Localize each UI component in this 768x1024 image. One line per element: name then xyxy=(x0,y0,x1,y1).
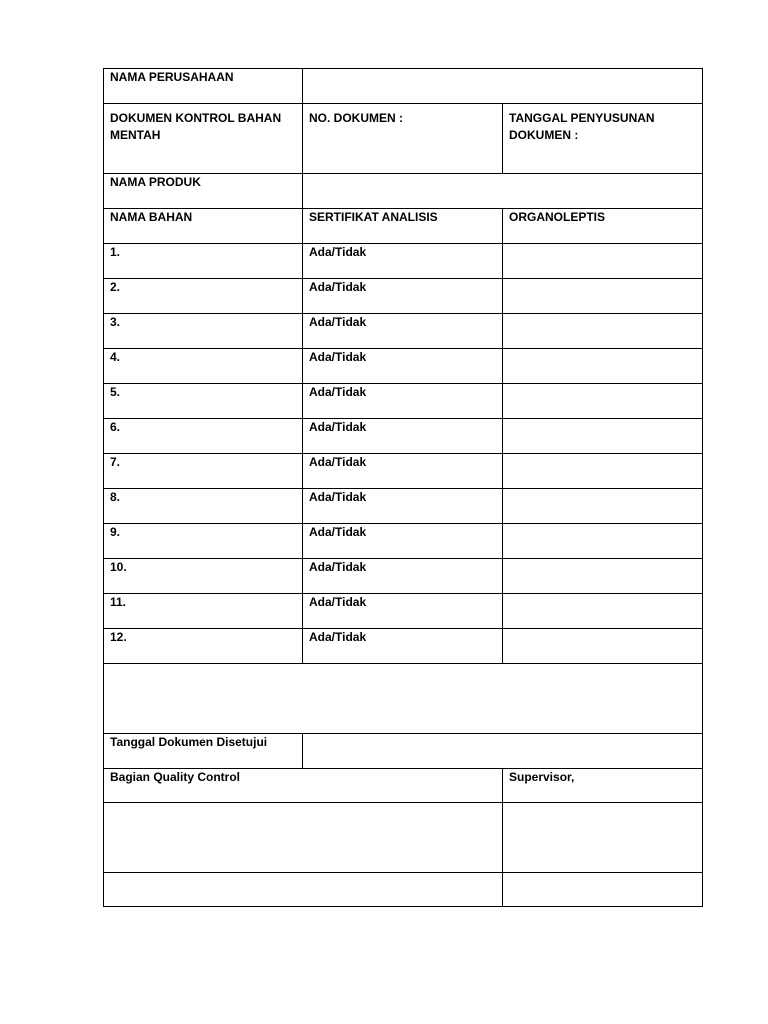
organoleptic-field[interactable] xyxy=(503,454,703,489)
approval-date-field[interactable] xyxy=(303,734,703,769)
product-name-label: NAMA PRODUK xyxy=(104,174,303,209)
material-row-number[interactable]: 11. xyxy=(104,594,303,629)
signatory-header-row xyxy=(104,769,703,803)
material-row-number[interactable]: 6. xyxy=(104,419,303,454)
material-row xyxy=(104,629,703,664)
analysis-certificate-option[interactable]: Ada/Tidak xyxy=(303,419,503,454)
material-row xyxy=(104,559,703,594)
material-row-number[interactable]: 1. xyxy=(104,244,303,279)
material-row xyxy=(104,489,703,524)
company-name-field[interactable] xyxy=(303,69,703,104)
analysis-certificate-option[interactable]: Ada/Tidak xyxy=(303,629,503,664)
material-row-number[interactable]: 2. xyxy=(104,279,303,314)
analysis-certificate-option[interactable]: Ada/Tidak xyxy=(303,384,503,419)
analysis-certificate-option[interactable]: Ada/Tidak xyxy=(303,559,503,594)
material-row-number[interactable]: 12. xyxy=(104,629,303,664)
signature-row xyxy=(104,803,703,873)
organoleptic-field[interactable] xyxy=(503,349,703,384)
material-row xyxy=(104,349,703,384)
organoleptic-field[interactable] xyxy=(503,314,703,349)
supervisor-name-field[interactable] xyxy=(503,873,703,907)
material-row xyxy=(104,594,703,629)
quality-control-label: Bagian Quality Control xyxy=(104,769,503,803)
header-analysis-certificate: SERTIFIKAT ANALISIS xyxy=(303,209,503,244)
document-number-field[interactable]: NO. DOKUMEN : xyxy=(303,104,503,174)
document-control-label: DOKUMEN KONTROL BAHAN MENTAH xyxy=(104,104,303,174)
analysis-certificate-option[interactable]: Ada/Tidak xyxy=(303,454,503,489)
compilation-date-field[interactable]: TANGGAL PENYUSUNAN DOKUMEN : xyxy=(503,104,703,174)
supervisor-label: Supervisor, xyxy=(503,769,703,803)
organoleptic-field[interactable] xyxy=(503,384,703,419)
approval-date-label: Tanggal Dokumen Disetujui xyxy=(104,734,303,769)
organoleptic-field[interactable] xyxy=(503,279,703,314)
material-row-number[interactable]: 5. xyxy=(104,384,303,419)
quality-control-signature-field[interactable] xyxy=(104,803,503,873)
material-row-number[interactable]: 10. xyxy=(104,559,303,594)
organoleptic-field[interactable] xyxy=(503,489,703,524)
product-name-field[interactable] xyxy=(303,174,703,209)
analysis-certificate-option[interactable]: Ada/Tidak xyxy=(303,524,503,559)
organoleptic-field[interactable] xyxy=(503,244,703,279)
raw-material-control-form xyxy=(103,68,703,907)
document-info-row xyxy=(104,104,703,174)
organoleptic-field[interactable] xyxy=(503,559,703,594)
material-row xyxy=(104,454,703,489)
notes-row xyxy=(104,664,703,734)
organoleptic-field[interactable] xyxy=(503,419,703,454)
material-row xyxy=(104,244,703,279)
analysis-certificate-option[interactable]: Ada/Tidak xyxy=(303,489,503,524)
organoleptic-field[interactable] xyxy=(503,629,703,664)
material-rows xyxy=(104,244,703,664)
column-header-row xyxy=(104,209,703,244)
company-name-row xyxy=(104,69,703,104)
organoleptic-field[interactable] xyxy=(503,594,703,629)
product-name-row xyxy=(104,174,703,209)
analysis-certificate-option[interactable]: Ada/Tidak xyxy=(303,349,503,384)
material-row-number[interactable]: 8. xyxy=(104,489,303,524)
analysis-certificate-option[interactable]: Ada/Tidak xyxy=(303,594,503,629)
material-row-number[interactable]: 3. xyxy=(104,314,303,349)
analysis-certificate-option[interactable]: Ada/Tidak xyxy=(303,244,503,279)
material-row xyxy=(104,419,703,454)
approval-date-row xyxy=(104,734,703,769)
company-name-label: NAMA PERUSAHAAN xyxy=(104,69,303,104)
material-row xyxy=(104,384,703,419)
signatory-name-row xyxy=(104,873,703,907)
organoleptic-field[interactable] xyxy=(503,524,703,559)
material-row xyxy=(104,524,703,559)
notes-field[interactable] xyxy=(104,664,703,734)
quality-control-name-field[interactable] xyxy=(104,873,503,907)
header-material-name: NAMA BAHAN xyxy=(104,209,303,244)
material-row xyxy=(104,279,703,314)
analysis-certificate-option[interactable]: Ada/Tidak xyxy=(303,279,503,314)
supervisor-signature-field[interactable] xyxy=(503,803,703,873)
material-row-number[interactable]: 7. xyxy=(104,454,303,489)
analysis-certificate-option[interactable]: Ada/Tidak xyxy=(303,314,503,349)
material-row-number[interactable]: 4. xyxy=(104,349,303,384)
material-row-number[interactable]: 9. xyxy=(104,524,303,559)
header-organoleptic: ORGANOLEPTIS xyxy=(503,209,703,244)
material-row xyxy=(104,314,703,349)
